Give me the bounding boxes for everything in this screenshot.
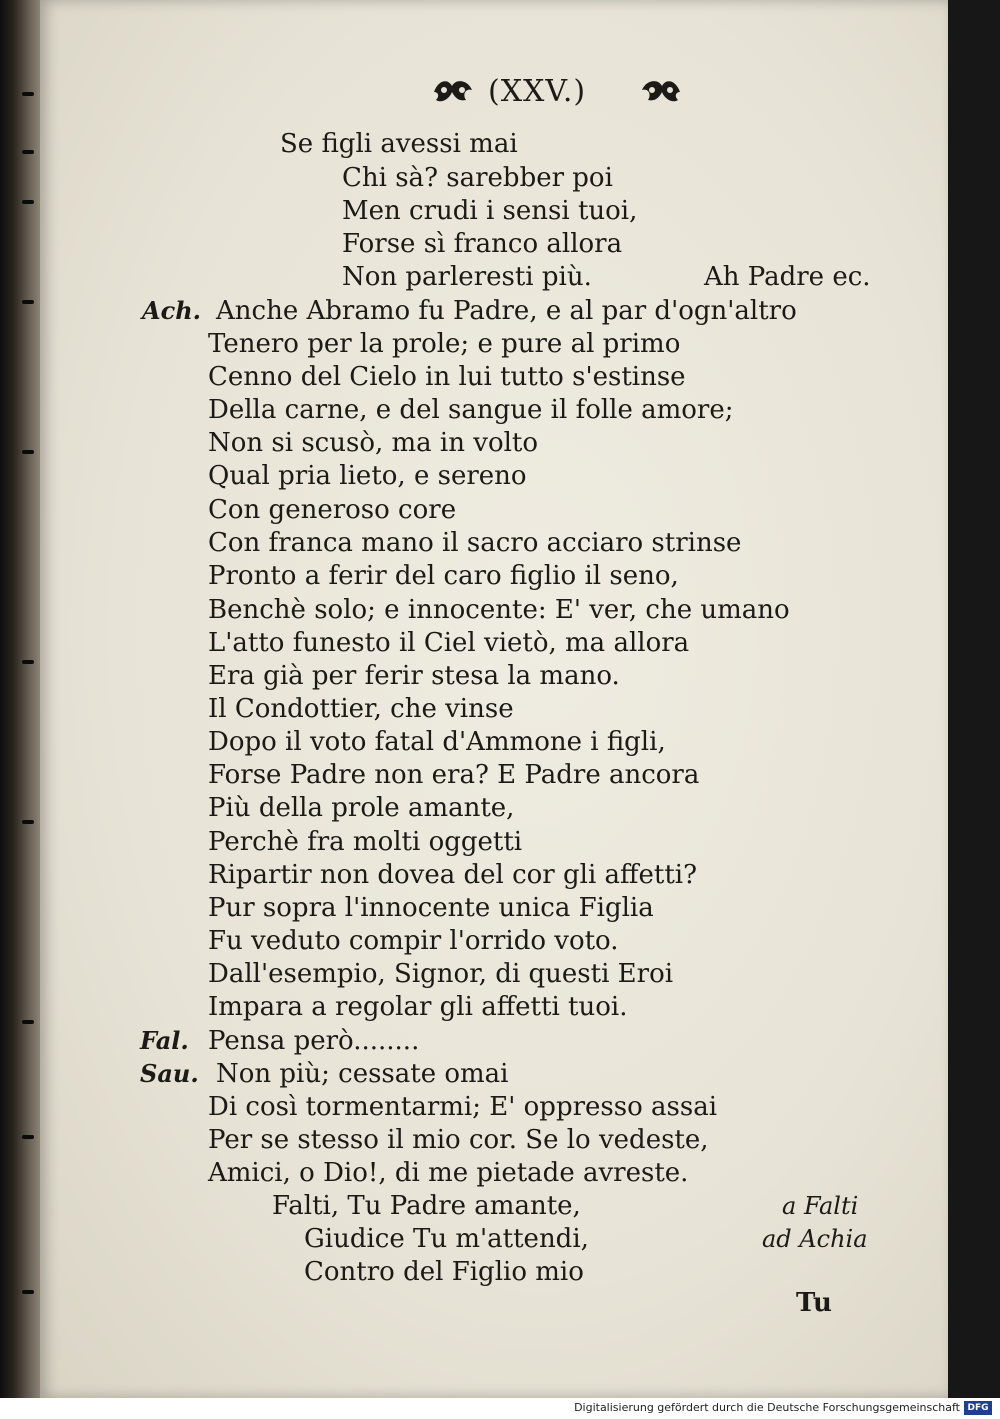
verse-line: Pensa però........ — [208, 1026, 420, 1056]
verse-line: Fu veduto compir l'orrido voto. — [208, 926, 619, 956]
verse-line: Anche Abramo fu Padre, e al par d'ogn'altro — [216, 296, 797, 326]
verse-line: Non parleresti più. — [342, 262, 592, 292]
spine-mark — [22, 1020, 34, 1024]
verse-line: Chi sà? sarebber poi — [342, 163, 613, 193]
verse-line: Benchè solo; e innocente: E' ver, che umano — [208, 595, 790, 625]
spine-mark — [22, 660, 34, 664]
spine-mark — [22, 300, 34, 304]
speaker-label-sau: Sau. — [140, 1059, 199, 1088]
verse-line: Men crudi i sensi tuoi, — [342, 196, 638, 226]
verse-line: Amici, o Dio!, di me pietade avreste. — [208, 1158, 689, 1188]
verse-line: Era già per ferir stesa la mano. — [208, 661, 620, 691]
verse-line: Pur sopra l'innocente unica Figlia — [208, 893, 654, 923]
verse-line: Per se stesso il mio cor. Se lo vedeste, — [208, 1125, 709, 1155]
spine-mark — [22, 200, 34, 204]
spine-mark — [22, 1135, 34, 1139]
scan-right-edge — [948, 0, 1000, 1398]
book-spine — [0, 0, 40, 1398]
verse-line: Dopo il voto fatal d'Ammone i figli, — [208, 727, 666, 757]
spine-mark — [22, 92, 34, 96]
verse-line: Se figli avessi mai — [280, 129, 518, 159]
verse-line: Con franca mano il sacro acciaro strinse — [208, 528, 742, 558]
verse-line: Ripartir non dovea del cor gli affetti? — [208, 860, 698, 890]
verse-line: Forse sì franco allora — [342, 229, 623, 259]
spine-mark — [22, 150, 34, 154]
verse-line: Con generoso core — [208, 495, 457, 525]
verse-line: Non si scusò, ma in volto — [208, 428, 539, 458]
spine-mark — [22, 820, 34, 824]
stage-direction: ad Achia — [762, 1225, 868, 1253]
stage-direction: a Falti — [782, 1192, 859, 1220]
aria-line: Giudice Tu m'attendi, — [304, 1224, 589, 1254]
verse-line: Pronto a ferir del caro figlio il seno, — [208, 561, 679, 591]
page-header — [430, 72, 690, 112]
verse-line: Impara a regolar gli affetti tuoi. — [208, 992, 628, 1022]
verse-line: Dall'esempio, Signor, di questi Eroi — [208, 959, 674, 989]
verse-line: Della carne, e del sangue il folle amore; — [208, 395, 734, 425]
book-page — [40, 0, 948, 1398]
digitization-footer — [0, 1398, 1000, 1419]
verse-line: Perchè fra molti oggetti — [208, 827, 523, 857]
footer-credit: Digitalisierung gefördert durch die Deutsche Forschungsgemeinschaft — [574, 1401, 960, 1414]
right-fleuron-ornament — [636, 74, 684, 108]
spine-mark — [22, 450, 34, 454]
aria-line: Falti, Tu Padre amante, — [272, 1191, 581, 1221]
catchword: Tu — [796, 1288, 832, 1318]
verse-line: L'atto funesto il Ciel vietò, ma allora — [208, 628, 690, 658]
verse-line: Qual pria lieto, e sereno — [208, 461, 527, 491]
aria-line: Contro del Figlio mio — [304, 1257, 584, 1287]
speaker-label-ach: Ach. — [142, 296, 202, 325]
verse-line: Il Condottier, che vinse — [208, 694, 514, 724]
verse-line: Cenno del Cielo in lui tutto s'estinse — [208, 362, 686, 392]
left-fleuron-ornament — [430, 74, 478, 108]
spine-mark — [22, 1290, 34, 1294]
page-number: (XXV.) — [488, 74, 587, 109]
dfg-logo-icon: DFG — [964, 1401, 992, 1415]
verse-line: Forse Padre non era? E Padre ancora — [208, 760, 700, 790]
verse-line: Non più; cessate omai — [216, 1059, 509, 1089]
stage-cue: Ah Padre ec. — [704, 262, 871, 292]
verse-line: Più della prole amante, — [208, 793, 515, 823]
verse-line: Tenero per la prole; e pure al primo — [208, 329, 681, 359]
verse-line: Di così tormentarmi; E' oppresso assai — [208, 1092, 718, 1122]
speaker-label-fal: Fal. — [140, 1026, 189, 1055]
